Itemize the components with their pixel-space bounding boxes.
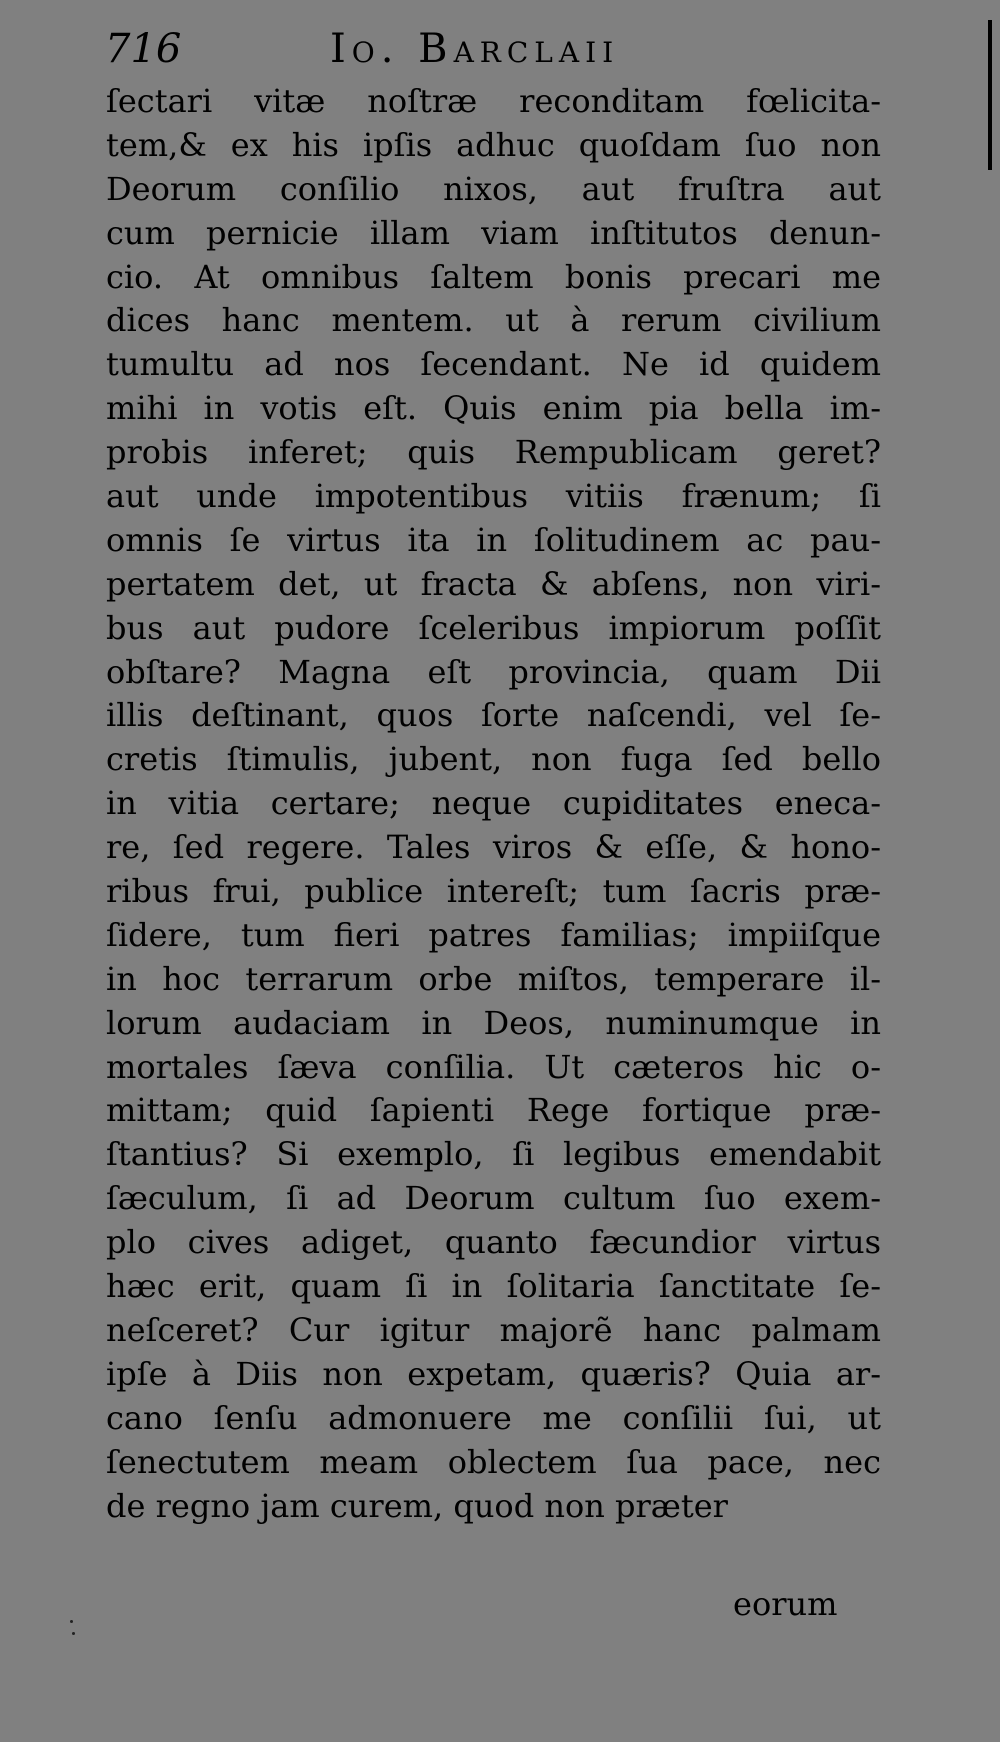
catchword: eorum (733, 1585, 838, 1623)
text-line: neſceret? Cur igitur majorẽ hanc palmam (106, 1310, 881, 1349)
text-line: mittam; quid ſapienti Rege fortique præ- (106, 1091, 881, 1130)
text-line: mortales ſæva conſilia. Ut cæteros hic o- (106, 1047, 881, 1086)
text-line: probis inferet; quis Rempublicam geret? (106, 433, 881, 472)
page-edge-mark (988, 20, 992, 170)
text-line: re, ſed regere. Tales viros & eſſe, & hono- (106, 828, 881, 867)
text-line: ipſe à Diis non expetam, quæris? Quia ar- (106, 1354, 881, 1393)
text-line: de regno jam curem, quod non præter (106, 1486, 728, 1525)
text-line: cio. At omnibus ſaltem bonis precari me (106, 257, 881, 296)
text-line: obſtare? Magna eſt provincia, quam Dii (106, 652, 881, 691)
page-number: 716 (105, 26, 182, 72)
text-line: bus aut pudore ſceleribus impiorum poſſit (106, 608, 881, 647)
text-line: cretis ſtimulis, jubent, non fuga ſed bello (106, 740, 881, 779)
text-line: ribus frui, publice intereſt; tum ſacris præ- (106, 872, 881, 911)
scan-specks (70, 1620, 76, 1638)
text-line: ſidere, tum fieri patres familias; impiiſque (106, 915, 881, 954)
text-line: illis deſtinant, quos ſorte naſcendi, vel ſe- (106, 696, 881, 735)
text-line: lorum audaciam in Deos, numinumque in (106, 1003, 881, 1042)
text-line: tem,& ex his ipſis adhuc quoſdam ſuo non (106, 125, 881, 164)
text-line: ſæculum, ſi ad Deorum cultum ſuo exem- (106, 1179, 881, 1218)
text-line: hæc erit, quam ſi in ſolitaria ſanctitate ſe- (106, 1267, 881, 1306)
text-line: cum pernicie illam viam inſtitutos denun- (106, 213, 881, 252)
text-line: pertatem det, ut fracta & abſens, non viri- (106, 564, 881, 603)
running-title: Io. Barclaii (330, 26, 620, 72)
text-line: tumultu ad nos ſecendant. Ne id quidem (106, 345, 881, 384)
text-line: in hoc terrarum orbe miſtos, temperare il- (106, 959, 881, 998)
text-line: ſectari vitæ noſtræ reconditam fœlicita- (106, 82, 881, 120)
running-head (105, 22, 745, 86)
text-line: mihi in votis eſt. Quis enim pia bella im- (106, 389, 881, 428)
text-line: in vitia certare; neque cupiditates eneca- (106, 784, 881, 823)
text-line: plo cives adiget, quanto fæcundior virtus (106, 1223, 881, 1262)
text-line: ſtantius? Si exemplo, ſi legibus emendabit (106, 1135, 881, 1174)
speck (72, 1632, 75, 1635)
text-line: cano ſenſu admonuere me conſilii ſui, ut (106, 1398, 881, 1437)
text-line: omnis ſe virtus ita in ſolitudinem ac pau- (106, 520, 881, 559)
body-text (106, 80, 881, 1528)
text-line: Deorum conſilio nixos, aut fruſtra aut (106, 169, 881, 208)
text-line: dices hanc mentem. ut à rerum civilium (106, 301, 881, 340)
text-line: ſenectutem meam oblectem ſua pace, nec (106, 1442, 881, 1481)
speck (70, 1620, 73, 1623)
text-line: aut unde impotentibus vitiis frænum; ſi (106, 477, 881, 516)
